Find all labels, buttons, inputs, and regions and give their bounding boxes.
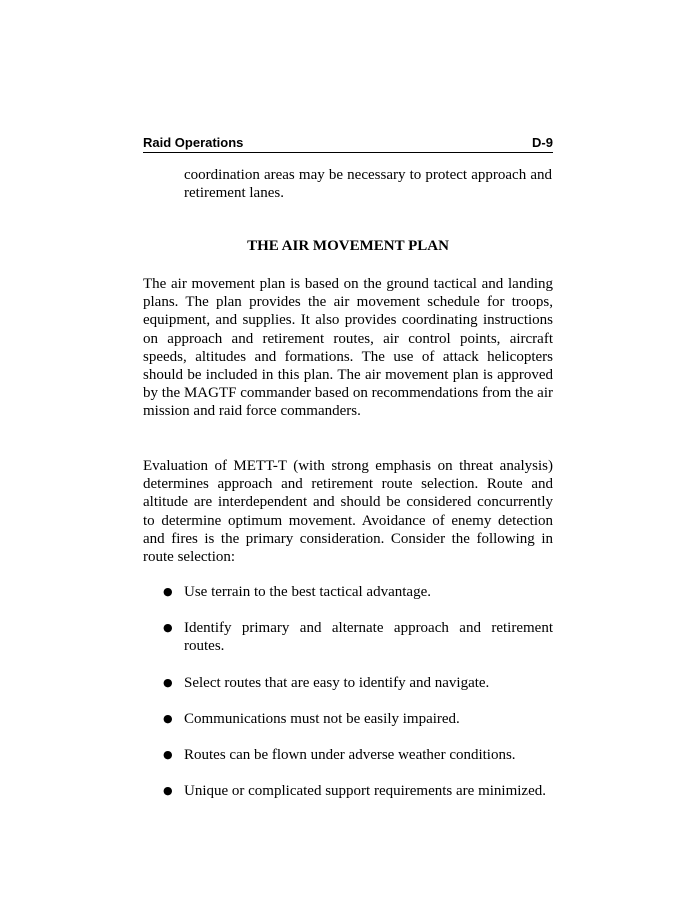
body-paragraph: Evaluation of METT-T (with strong emphasis on threat analysis) determines approach and retirement route selection. Route and altitude are interdependent and should be considered concurrently to determine optimum movement. Avoidance of enemy detection and fires is the primary consideration. Consider the following in route selection:: [143, 458, 553, 566]
list-item-text: Identify primary and alternate approach and retirement routes.: [184, 620, 553, 655]
bullet-icon: ●: [163, 621, 173, 635]
bullet-icon: ●: [163, 675, 173, 689]
body-paragraph: The air movement plan is based on the ground tactical and landing plans. The plan provides the air movement schedule for troops, equipment, and supplies. It also provides coordinating instructions on approach and retirement routes, air control points, aircraft speeds, altitudes and formations. The use of attack helicopters should be included in this plan. The air movement plan is approved by the MAGTF commander based on recommendations from the air mission and raid force commanders.: [143, 276, 553, 420]
list-item-text: Communications must not be easily impaired.: [184, 710, 460, 727]
section-heading: THE AIR MOVEMENT PLAN: [247, 238, 449, 254]
running-header: [143, 134, 553, 153]
header-section-title: Raid Operations: [143, 135, 244, 150]
list-item: [143, 710, 553, 728]
bullet-icon: ●: [163, 585, 173, 598]
list-item: [143, 782, 553, 800]
bullet-icon: ●: [163, 784, 173, 798]
list-item-text: Select routes that are easy to identify and navigate.: [184, 674, 490, 691]
list-item-text: Routes can be flown under adverse weather conditions.: [184, 747, 516, 764]
intro-paragraph: coordination areas may be necessary to protect approach and retirement lanes.: [184, 167, 552, 202]
bullet-icon: ●: [163, 711, 173, 725]
bullet-icon: ●: [163, 748, 173, 762]
list-item-text: Use terrain to the best tactical advantage.: [184, 584, 431, 600]
list-item: [143, 619, 553, 655]
list-item: [143, 583, 553, 601]
header-page-number: D-9: [532, 135, 553, 150]
list-item-text: Unique or complicated support requirements are minimized.: [184, 783, 546, 800]
list-item: [143, 674, 553, 692]
route-selection-list: [143, 583, 553, 818]
list-item: [143, 746, 553, 764]
